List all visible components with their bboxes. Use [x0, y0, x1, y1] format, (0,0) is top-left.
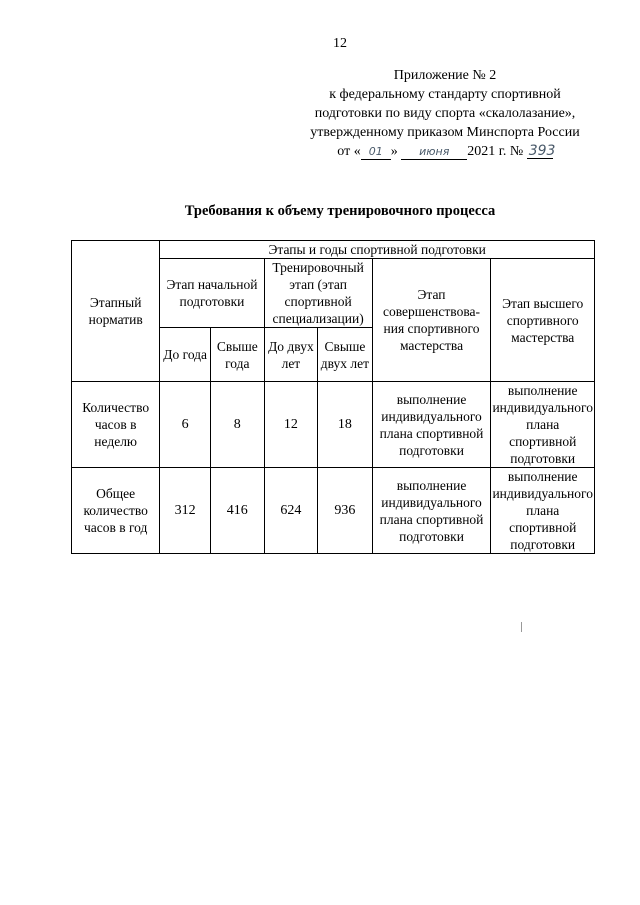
sub-header-over-two-years: Свыше двух лет	[318, 328, 372, 382]
stage-initial-header: Этап начальной подготовки	[160, 259, 264, 328]
stage-training-header: Тренировочный этап (этап спортивной специализации)	[264, 259, 372, 328]
cell-value: 6	[160, 382, 211, 468]
sub-header-up-to-year: До года	[160, 328, 211, 382]
annex-title: Приложение № 2	[393, 68, 497, 83]
date-prefix: от «	[337, 144, 361, 159]
annex-header	[300, 66, 590, 161]
sub-header-over-year: Свыше года	[211, 328, 265, 382]
cell-value: 312	[160, 468, 211, 554]
date-year: 2021 г. №	[467, 144, 524, 159]
norm-header: Этапный норматив	[72, 241, 160, 382]
stages-header: Этапы и годы спортивной подготовки	[160, 241, 595, 259]
cell-value: 624	[264, 468, 318, 554]
stage-improvement-header: Этап совершенствова-ния спортивного мастерства	[372, 259, 491, 382]
order-date-line	[300, 142, 590, 161]
date-mid: »	[390, 144, 398, 159]
page-number: 12	[333, 36, 347, 51]
requirements-table	[71, 240, 595, 554]
cell-text: выполнение индивидуального плана спортивной подготовки	[372, 468, 491, 554]
handwritten-month: июня	[401, 145, 467, 160]
cell-value: 18	[318, 382, 372, 468]
annex-line-3: подготовки по виду спорта «скалолазание»,	[314, 106, 576, 121]
cell-value: 936	[318, 468, 372, 554]
table-row	[72, 468, 595, 554]
stage-higher-header: Этап высшего спортивного мастерства	[491, 259, 595, 382]
handwritten-day: 01	[361, 145, 391, 160]
annex-line-2: к федеральному стандарту спортивной	[329, 87, 561, 102]
document-title: Требования к объему тренировочного процесса	[184, 203, 496, 219]
cell-value: 8	[211, 382, 265, 468]
row-label: Общее количество часов в год	[72, 468, 160, 554]
cell-value: 416	[211, 468, 265, 554]
handwritten-order-number: 393	[528, 143, 556, 159]
annex-line-4: утвержденному приказом Минспорта России	[310, 125, 580, 140]
sub-header-up-to-two-years: До двух лет	[264, 328, 318, 382]
table-row	[72, 382, 595, 468]
cell-text: выполнение индивидуального плана спортивной подготовки	[492, 469, 593, 552]
cell-value: 12	[264, 382, 318, 468]
cell-text: выполнение индивидуального плана спортивной подготовки	[492, 383, 593, 466]
row-label: Количество часов в неделю	[72, 382, 160, 468]
scan-mark	[521, 622, 522, 632]
cell-text: выполнение индивидуального плана спортивной подготовки	[372, 382, 491, 468]
